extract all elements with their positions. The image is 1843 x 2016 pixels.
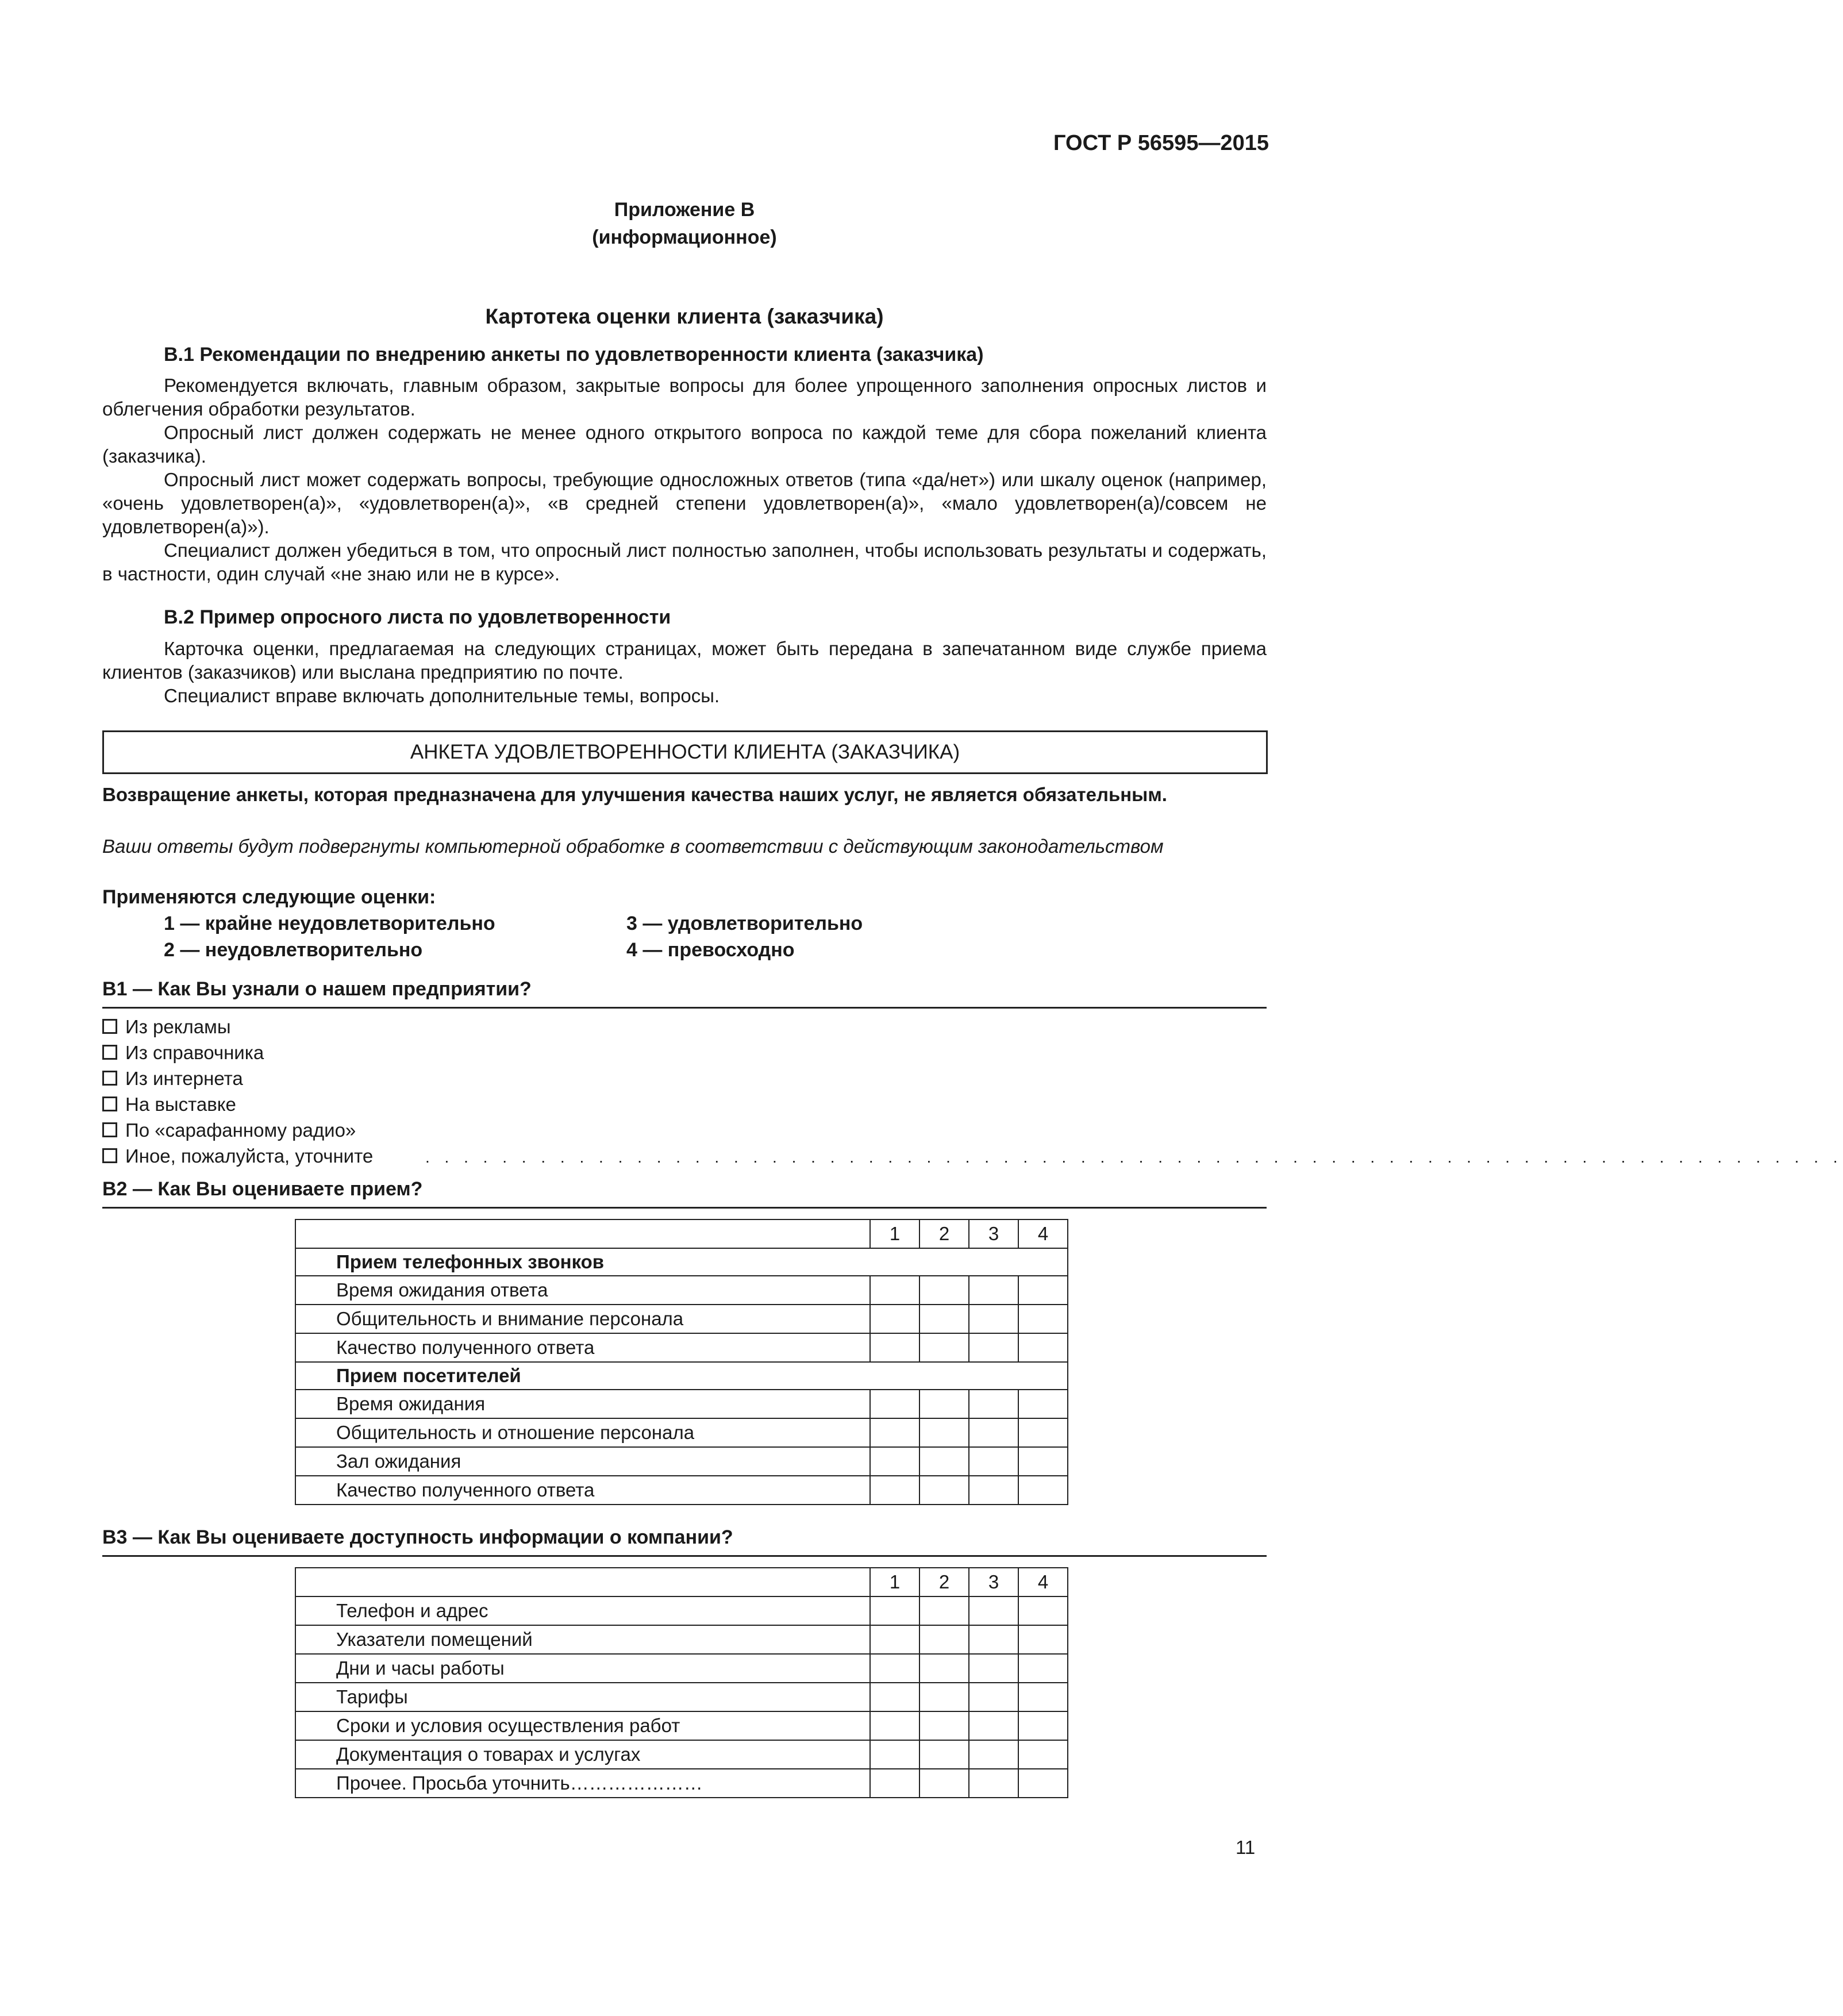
option-label: Из интернета	[125, 1068, 243, 1089]
paragraph: Рекомендуется включать, главным образом, закрытые вопросы для более упрощенного заполнения опросных листов и облегчения обработки результатов.	[102, 375, 1267, 420]
rating-cell[interactable]	[870, 1418, 919, 1447]
option-internet[interactable]	[102, 1068, 243, 1090]
rating-cell[interactable]	[919, 1596, 969, 1625]
row-label: Время ожидания ответа	[295, 1276, 870, 1305]
rating-cell[interactable]	[919, 1276, 969, 1305]
rating-cell[interactable]	[1018, 1740, 1068, 1769]
option-other[interactable]	[102, 1145, 373, 1167]
table-row	[295, 1711, 1068, 1740]
option-advertising[interactable]	[102, 1016, 231, 1038]
rating-cell[interactable]	[969, 1447, 1018, 1476]
row-label: Телефон и адрес	[295, 1596, 870, 1625]
option-label: Из справочника	[125, 1042, 264, 1063]
scale-item-1: 1 — крайне неудовлетворительно	[164, 913, 495, 934]
annex-title: Приложение В	[614, 199, 755, 221]
rating-cell[interactable]	[1018, 1447, 1068, 1476]
option-directory[interactable]	[102, 1042, 264, 1064]
option-label: По «сарафанному радио»	[125, 1119, 356, 1141]
paragraph: Карточка оценки, предлагаемая на следующих страницах, может быть передана в запечатанном виде службе приема клиентов (заказчиков) или выслана предприятию по почте.	[102, 638, 1267, 683]
rating-cell[interactable]	[870, 1305, 919, 1333]
section-b1-text	[102, 374, 1267, 586]
rating-cell[interactable]	[1018, 1333, 1068, 1362]
table-row	[295, 1596, 1068, 1625]
row-label: Время ожидания	[295, 1390, 870, 1418]
rating-cell[interactable]	[969, 1333, 1018, 1362]
section-b1-heading: В.1 Рекомендации по внедрению анкеты по удовлетворенности клиента (заказчика)	[164, 344, 984, 366]
annex-type: (информационное)	[592, 226, 777, 248]
row-label: Зал ожидания	[295, 1447, 870, 1476]
page-number: 11	[1236, 1837, 1256, 1858]
rating-cell[interactable]	[1018, 1683, 1068, 1711]
rating-cell[interactable]	[1018, 1711, 1068, 1740]
divider	[102, 1555, 1267, 1557]
rating-cell[interactable]	[969, 1654, 1018, 1683]
rating-cell[interactable]	[870, 1596, 919, 1625]
section-b2-heading: В.2 Пример опросного листа по удовлетворенности	[164, 606, 671, 628]
table-row	[295, 1305, 1068, 1333]
rating-cell[interactable]	[919, 1447, 969, 1476]
rating-cell[interactable]	[870, 1390, 919, 1418]
paragraph: Специалист вправе включать дополнительные темы, вопросы.	[164, 685, 720, 706]
rating-cell[interactable]	[1018, 1276, 1068, 1305]
rating-cell[interactable]	[1018, 1625, 1068, 1654]
section-b2-text	[102, 637, 1267, 707]
table-row	[295, 1683, 1068, 1711]
column-header: 3	[969, 1568, 1018, 1596]
question-b3-title: В3 — Как Вы оцениваете доступность информации о компании?	[102, 1526, 733, 1548]
rating-cell[interactable]	[919, 1654, 969, 1683]
column-header: 1	[870, 1568, 919, 1596]
table-row	[295, 1447, 1068, 1476]
rating-cell[interactable]	[1018, 1769, 1068, 1798]
group-row	[295, 1362, 1068, 1390]
rating-cell[interactable]	[969, 1769, 1018, 1798]
rating-cell[interactable]	[969, 1740, 1018, 1769]
paragraph: Опросный лист может содержать вопросы, требующие односложных ответов (типа «да/нет») или шкалу оценок (например, «очень удовлетворен(а)», «удовлетворен(а)», «в средней степени удовлетворен(а)», «мало удовлетворен(а)/совсем не удовлетворен(а)»).	[102, 469, 1267, 537]
rating-cell[interactable]	[969, 1711, 1018, 1740]
rating-cell[interactable]	[919, 1683, 969, 1711]
column-header: 3	[969, 1219, 1018, 1248]
row-label: Дни и часы работы	[295, 1654, 870, 1683]
row-label: Тарифы	[295, 1683, 870, 1711]
rating-cell[interactable]	[870, 1711, 919, 1740]
information-rating-table	[295, 1567, 1068, 1798]
table-row	[295, 1625, 1068, 1654]
table-row	[295, 1769, 1068, 1798]
divider	[102, 1007, 1267, 1009]
row-label: Указатели помещений	[295, 1625, 870, 1654]
rating-cell[interactable]	[1018, 1476, 1068, 1505]
option-label: На выставке	[125, 1094, 236, 1115]
row-label: Сроки и условия осуществления работ	[295, 1711, 870, 1740]
rating-cell[interactable]	[870, 1333, 919, 1362]
rating-cell[interactable]	[870, 1740, 919, 1769]
rating-cell[interactable]	[1018, 1418, 1068, 1447]
rating-cell[interactable]	[919, 1769, 969, 1798]
divider	[102, 1207, 1267, 1209]
rating-cell[interactable]	[1018, 1390, 1068, 1418]
option-word-of-mouth[interactable]	[102, 1119, 356, 1141]
rating-cell[interactable]	[969, 1305, 1018, 1333]
rating-cell[interactable]	[1018, 1596, 1068, 1625]
rating-cell[interactable]	[969, 1276, 1018, 1305]
rating-cell[interactable]	[870, 1447, 919, 1476]
rating-cell[interactable]	[919, 1711, 969, 1740]
table-corner-cell	[295, 1568, 870, 1596]
checkbox[interactable]	[102, 1019, 117, 1034]
option-exhibition[interactable]	[102, 1094, 236, 1115]
rating-cell[interactable]	[919, 1418, 969, 1447]
rating-cell[interactable]	[870, 1654, 919, 1683]
checkbox[interactable]	[102, 1148, 117, 1163]
column-header: 2	[919, 1219, 969, 1248]
table-corner-cell	[295, 1219, 870, 1248]
option-label: Иное, пожалуйста, уточните	[125, 1145, 374, 1167]
reception-rating-table	[295, 1219, 1068, 1505]
rating-cell[interactable]	[919, 1305, 969, 1333]
table-row	[295, 1276, 1068, 1305]
row-label: Документация о товарах и услугах	[295, 1740, 870, 1769]
table-row	[295, 1654, 1068, 1683]
group-heading: Прием телефонных звонков	[295, 1248, 1068, 1276]
rating-cell[interactable]	[969, 1596, 1018, 1625]
row-label: Прочее. Просьба уточнить…………………	[295, 1769, 870, 1798]
rating-cell[interactable]	[870, 1476, 919, 1505]
rating-cell[interactable]	[870, 1769, 919, 1798]
table-row	[295, 1333, 1068, 1362]
table-header-row	[295, 1568, 1068, 1596]
scale-item-4: 4 — превосходно	[626, 939, 795, 961]
table-row	[295, 1390, 1068, 1418]
checkbox[interactable]	[102, 1071, 117, 1086]
option-label: Из рекламы	[125, 1016, 231, 1037]
rating-cell[interactable]	[969, 1418, 1018, 1447]
row-label: Общительность и отношение персонала	[295, 1418, 870, 1447]
table-row	[295, 1476, 1068, 1505]
rating-cell[interactable]	[919, 1740, 969, 1769]
privacy-note: Ваши ответы будут подвергнуты компьютерной обработке в соответствии с действующим законодательством	[102, 836, 1164, 857]
column-header: 1	[870, 1219, 919, 1248]
rating-cell[interactable]	[919, 1625, 969, 1654]
scale-heading: Применяются следующие оценки:	[102, 886, 436, 908]
column-header: 4	[1018, 1568, 1068, 1596]
group-heading: Прием посетителей	[295, 1362, 1068, 1390]
checkbox[interactable]	[102, 1045, 117, 1060]
row-label: Качество полученного ответа	[295, 1333, 870, 1362]
checkbox[interactable]	[102, 1122, 117, 1137]
row-label: Общительность и внимание персонала	[295, 1305, 870, 1333]
other-specify-line[interactable]: . . . . . . . . . . . . . . . . . . . . . . . . . . . . . . . . . . . . . . . . . . . . . . . . . . . . . . . . . . . . . . . . . . . . . . . . . .	[425, 1148, 1843, 1166]
rating-cell[interactable]	[969, 1476, 1018, 1505]
checkbox[interactable]	[102, 1097, 117, 1111]
main-title: Картотека оценки клиента (заказчика)	[485, 305, 884, 328]
question-b1-title: В1 — Как Вы узнали о нашем предприятии?	[102, 978, 532, 1000]
column-header: 2	[919, 1568, 969, 1596]
scale-item-3: 3 — удовлетворительно	[626, 913, 863, 934]
question-b2-title: В2 — Как Вы оцениваете прием?	[102, 1178, 423, 1200]
row-label: Качество полученного ответа	[295, 1476, 870, 1505]
paragraph: Опросный лист должен содержать не менее одного открытого вопроса по каждой теме для сбора пожеланий клиента (заказчика).	[102, 422, 1267, 467]
paragraph: Специалист должен убедиться в том, что опросный лист полностью заполнен, чтобы использовать результаты и содержать, в частности, один случай «не знаю или не в курсе».	[102, 540, 1267, 584]
table-row	[295, 1740, 1068, 1769]
rating-cell[interactable]	[919, 1476, 969, 1505]
rating-cell[interactable]	[870, 1276, 919, 1305]
rating-cell[interactable]	[870, 1625, 919, 1654]
form-title-box: АНКЕТА УДОВЛЕТВОРЕННОСТИ КЛИЕНТА (ЗАКАЗЧИКА)	[102, 730, 1268, 774]
rating-cell[interactable]	[919, 1333, 969, 1362]
rating-cell[interactable]	[1018, 1654, 1068, 1683]
table-row	[295, 1418, 1068, 1447]
scale-item-2: 2 — неудовлетворительно	[164, 939, 423, 961]
column-header: 4	[1018, 1219, 1068, 1248]
rating-cell[interactable]	[870, 1683, 919, 1711]
rating-cell[interactable]	[969, 1625, 1018, 1654]
return-note: Возвращение анкеты, которая предназначена для улучшения качества наших услуг, не является обязательным.	[102, 784, 1167, 805]
rating-cell[interactable]	[969, 1683, 1018, 1711]
group-row	[295, 1248, 1068, 1276]
rating-cell[interactable]	[969, 1390, 1018, 1418]
rating-cell[interactable]	[1018, 1305, 1068, 1333]
table-header-row	[295, 1219, 1068, 1248]
document-code: ГОСТ Р 56595—2015	[1053, 131, 1269, 155]
rating-cell[interactable]	[919, 1390, 969, 1418]
